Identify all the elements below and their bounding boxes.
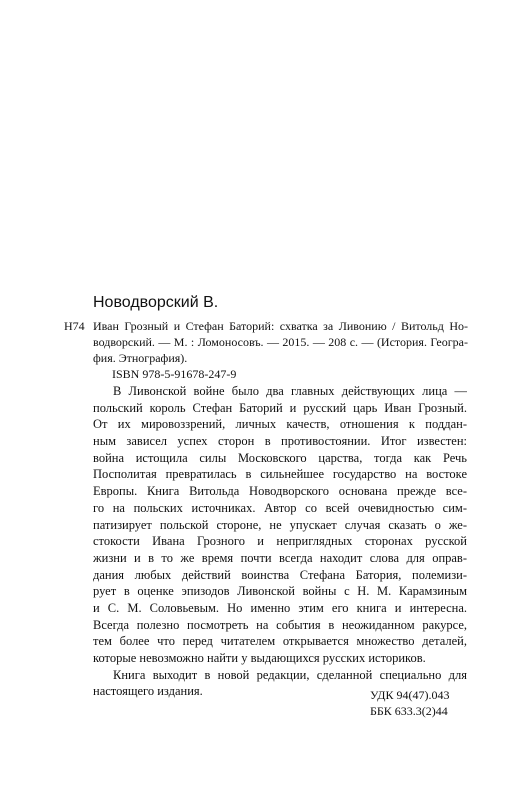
annotation-line: В Ливонской войне было два главных действующих лица —	[113, 384, 467, 398]
isbn: ISBN 978-5-91678-247-9	[112, 367, 237, 381]
bib-line: фия. Этнография).	[93, 351, 188, 365]
annotation-line: го на польских источниках. Автор со всей очевидностью сим-	[93, 500, 467, 515]
annotation-line: настоящего издания.	[93, 684, 203, 699]
annotation-line: Книга выходит в новой редакции, сделанной специально для	[113, 667, 467, 682]
annotation-line: польский король Стефан Баторий и русский царь Иван Грозный.	[93, 400, 467, 415]
annotation	[93, 383, 467, 700]
annotation-line: стокости Ивана Грозного и неприглядных сторонах русской	[93, 534, 467, 549]
annotation-line: От их мировоззрений, личных качеств, отношения к поддан-	[93, 417, 467, 432]
annotation-line: война истощила силы Московского царства, тогда как Речь	[93, 450, 467, 465]
bib-line: водворский. — М. : Ломоносовъ. — 2015. — 208 с. — (История. Геогра-	[93, 335, 468, 349]
annotation-line: дания любых действий воинства Стефана Батория, полемизи-	[93, 567, 467, 582]
annotation-line: жизни и в то же время почти всегда находит слова для оправ-	[93, 550, 467, 565]
annotation-line: тем более что перед читателем открывается множество деталей,	[93, 634, 467, 649]
udk-code: УДК 94(47).043	[370, 688, 450, 702]
annotation-line: и С. М. Соловьевым. Но именно этим его книга и интересна.	[93, 600, 467, 615]
annotation-line: Посполитая превратилась в сильнейшее государство на востоке	[93, 467, 467, 482]
bibliographic-description	[93, 318, 468, 366]
annotation-line: ным зависел успех сторон в противостоянии. Итог известен:	[93, 434, 467, 449]
annotation-line: рует в оценке эпизодов Ливонской войны с Н. М. Карамзиным	[93, 584, 467, 599]
annotation-line: патизирует польской стороне, не упускает случая сказать о же-	[93, 517, 467, 532]
bbk-code: ББК 633.3(2)44	[370, 704, 448, 718]
bib-line: Иван Грозный и Стефан Баторий: схватка за Ливонию / Витольд Но-	[93, 319, 468, 333]
annotation-line: Европы. Книга Витольда Новодворского основана прежде все-	[93, 484, 467, 499]
annotation-line: которые невозможно найти у выдающихся русских историков.	[93, 651, 426, 665]
annotation-line: Всегда полезно посмотреть на события в неожиданном ракурсе,	[93, 617, 467, 632]
library-code: Н74	[64, 319, 85, 333]
author-name: Новодворский В.	[93, 294, 219, 311]
